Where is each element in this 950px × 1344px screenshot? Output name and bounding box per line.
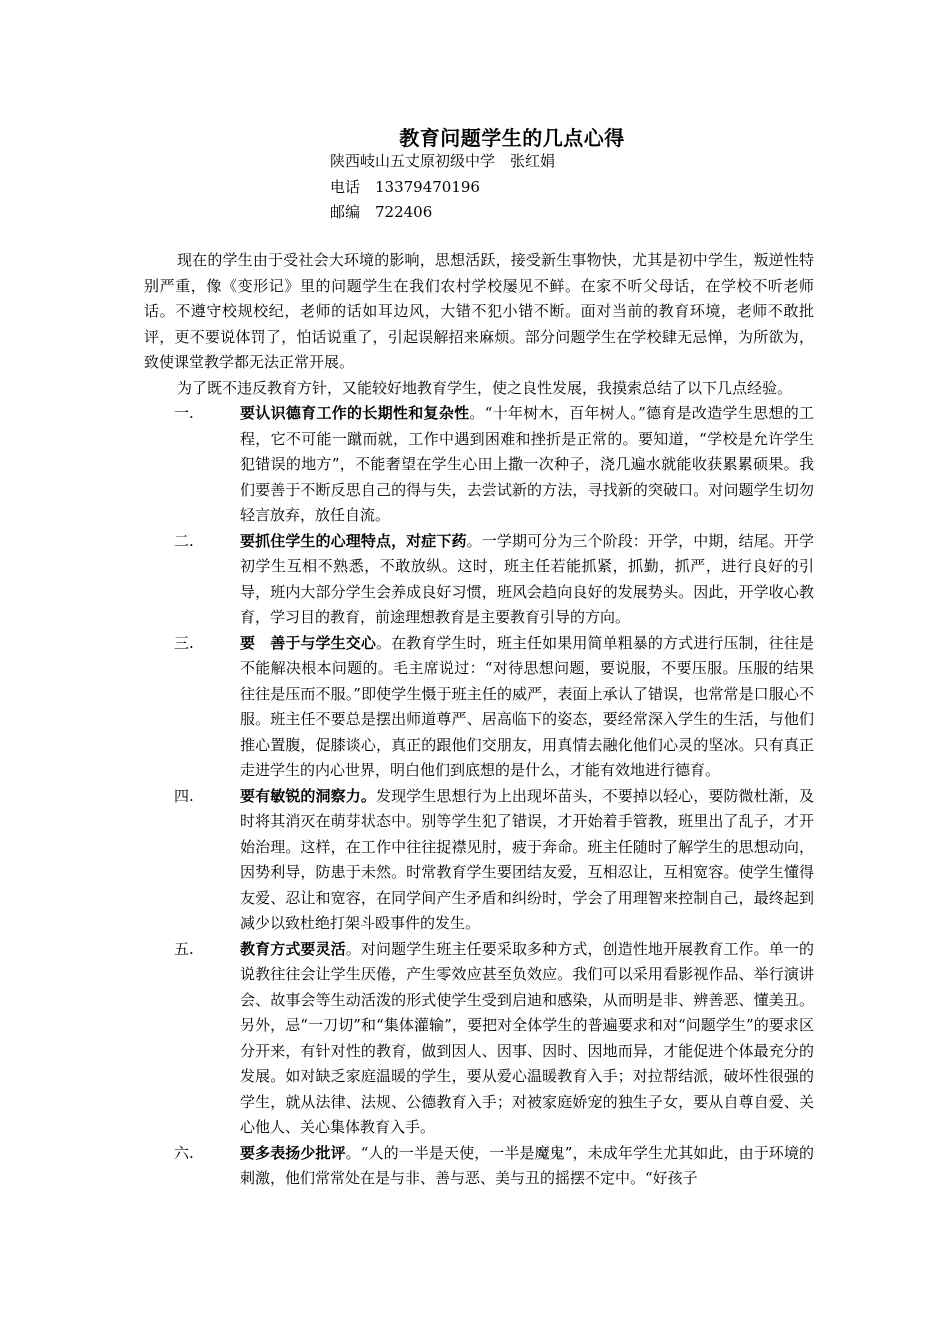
item-text bbox=[240, 1141, 814, 1192]
item-body: 发现学生思想行为上出现坏苗头，不要掉以轻心，要防微杜渐，及时将其消灭在萌芽状态中。别等学生犯了错误，才开始着手管教，班里出了乱子，才开始治理。这样，在工作中往往捉襟见肘，疲于奔命。班主任随时了解学生的思想动向，因势利导，防患于未然。时常教育学生要团结友爱，互相忍让，互相宽容。使学生懂得友爱、忍让和宽容，在同学间产生矛盾和纠纷时，学会了用理智来控制自己，最终起到减少以致杜绝打架斗殴事件的发生。 bbox=[240, 786, 814, 932]
list-item bbox=[144, 529, 814, 631]
item-text bbox=[240, 401, 814, 529]
item-body: 。一学期可分为三个阶段：开学，中期，结尾。开学初学生互相不熟悉，不敢放纵。这时，班主任若能抓紧，抓勤，抓严，进行良好的引导，班内大部分学生会养成良好习惯，班风会趋向良好的发展势头。因此，开学收心教育，学习目的教育，前途理想教育是主要教育引导的方向。 bbox=[240, 531, 814, 626]
document-body bbox=[144, 248, 814, 1192]
item-lead: 要多表扬少批评 bbox=[240, 1143, 346, 1162]
item-number: 四. bbox=[174, 786, 194, 805]
item-text bbox=[240, 937, 814, 1141]
item-text bbox=[240, 784, 814, 937]
item-lead: 要有敏锐的洞察力。 bbox=[240, 786, 376, 805]
postcode-line: 邮编 722406 bbox=[330, 203, 433, 221]
item-number: 五. bbox=[174, 939, 194, 958]
document-title: 教育问题学生的几点心得 bbox=[399, 126, 625, 150]
intro-paragraph: 为了既不违反教育方针，又能较好地教育学生，使之良性发展，我摸索总结了以下几点经验。 bbox=[177, 378, 793, 397]
list-item bbox=[144, 401, 814, 529]
item-lead: 要抓住学生的心理特点，对症下药 bbox=[240, 531, 467, 550]
list-item bbox=[144, 631, 814, 784]
item-number: 六. bbox=[174, 1143, 194, 1162]
list-item bbox=[144, 784, 814, 937]
item-number: 一. bbox=[174, 404, 194, 422]
item-lead: 要 善于与学生交心 bbox=[240, 633, 376, 652]
item-lead: 要认识德育工作的长期性和复杂性 bbox=[240, 404, 470, 422]
author-line: 陕西岐山五丈原初级中学 张红娟 bbox=[330, 152, 556, 170]
item-body: 。在教育学生时，班主任如果用简单粗暴的方式进行压制，往往是不能解决根本问题的。毛主席说过：“对待思想问题，要说服，不要压服。压服的结果往往是压而不服。”即使学生慑于班主任的威严，表面上承认了错误，也常常是口服心不服。班主任不要总是摆出师道尊严、居高临下的姿态，要经常深入学生的生活，与他们推心置腹，促膝谈心，真正的跟他们交朋友，用真情去融化他们心灵的坚冰。只有真正走进学生的内心世界，明白他们到底想的是什么，才能有效地进行德育。 bbox=[240, 633, 814, 779]
item-text bbox=[240, 631, 814, 784]
list-item bbox=[144, 1141, 814, 1192]
item-number: 二. bbox=[174, 531, 194, 550]
item-lead: 教育方式要灵活 bbox=[240, 939, 346, 958]
item-text bbox=[240, 529, 814, 631]
list-item bbox=[144, 937, 814, 1141]
intro-paragraph: 现在的学生由于受社会大环境的影响，思想活跃，接受新生事物快，尤其是初中学生，叛逆性特别严重，像《变形记》里的问题学生在我们农村学校屡见不鲜。在家不听父母话，在学校不听老师话。不遵守校规校纪，老师的话如耳边风，大错不犯小错不断。面对当前的教育环境，老师不敢批评，更不要说体罚了，怕话说重了，引起误解招来麻烦。部分问题学生在学校肆无忌惮，为所欲为，致使课堂教学都无法正常开展。 bbox=[144, 251, 814, 371]
item-body: 。“十年树木，百年树人。”德育是改造学生思想的工程，它不可能一蹴而就，工作中遇到困难和挫折是正常的。要知道，“学校是允许学生犯错误的地方”，不能奢望在学生心田上撒一次种子，浇几遍水就能收获累累硕果。我们要善于不断反思自己的得与失，去尝试新的方法，寻找新的突破口。对问题学生切勿轻言放弃，放任自流。 bbox=[240, 404, 814, 524]
item-number: 三. bbox=[174, 633, 194, 652]
item-body: 。“人的一半是天使，一半是魔鬼”，未成年学生尤其如此，由于环境的刺激，他们常常处在是与非、善与恶、美与丑的摇摆不定中。“好孩子 bbox=[240, 1143, 814, 1187]
item-body: 。对问题学生班主任要采取多种方式，创造性地开展教育工作。单一的说教往往会让学生厌倦，产生零效应甚至负效应。我们可以采用看影视作品、举行演讲会、故事会等生动活泼的形式使学生受到启迪和感染，从而明是非、辨善恶、懂美丑。另外，忌“一刀切”和“集体灌输”，要把对全体学生的普遍要求和对“问题学生”的要求区分开来，有针对性的教育，做到因人、因事、因时、因地而异，才能促进个体最充分的发展。如对缺乏家庭温暖的学生，要从爱心温暖教育入手；对拉帮结派，破坏性很强的学生，就从法律、法规、公德教育入手；对被家庭娇宠的独生子女，要从自尊自爱、关心他人、关心集体教育入手。 bbox=[240, 939, 814, 1136]
phone-line: 电话 13379470196 bbox=[330, 178, 480, 196]
